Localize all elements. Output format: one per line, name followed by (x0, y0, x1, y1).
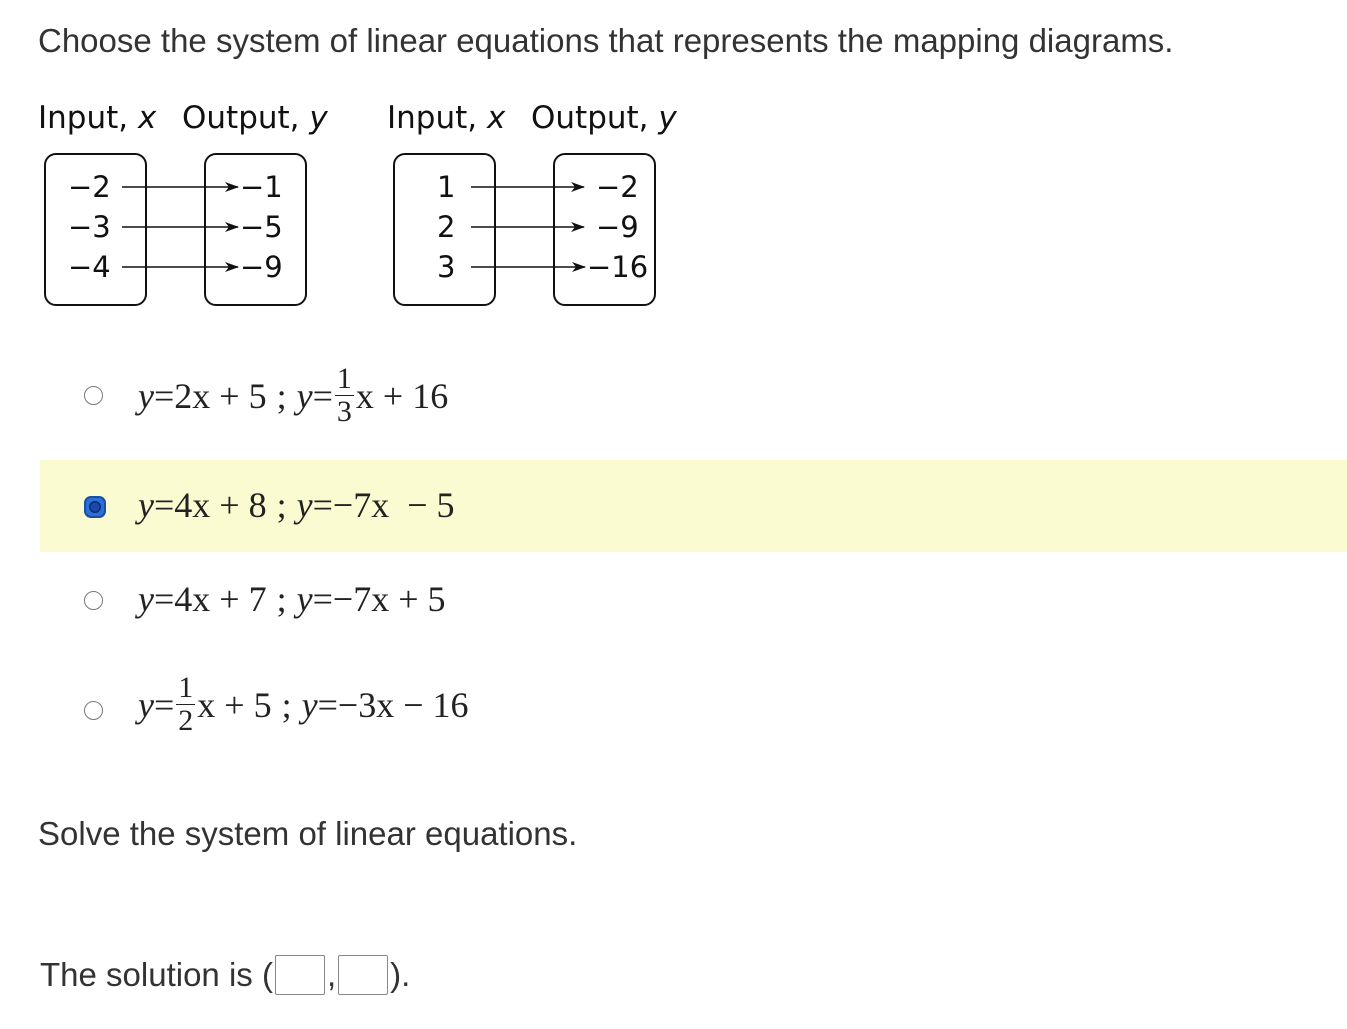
diagram-2-input-value: 2 (437, 210, 456, 244)
solution-y-input[interactable] (338, 955, 388, 995)
output-header-var: y (658, 100, 677, 136)
solution-line (40, 955, 410, 995)
eq-rhs: −7x + 5 (332, 579, 446, 619)
eq-sign: = (153, 375, 175, 416)
eq-fraction (335, 364, 354, 427)
input-header-label: Input, (38, 100, 129, 136)
output-header-var: y (309, 100, 328, 136)
input-header-label: Input, (387, 100, 478, 136)
eq-sign: = (153, 684, 175, 725)
fraction-numerator: 1 (336, 362, 352, 395)
eq-separator: ; (281, 684, 292, 725)
eq-rhs: −3x − 16 (337, 684, 469, 725)
choice-1-radio[interactable] (84, 386, 103, 405)
eq-sign: = (312, 375, 333, 416)
input-header-var: x (137, 100, 157, 136)
diagram-1-input-header (38, 100, 156, 136)
diagram-1-output-value: −1 (240, 170, 283, 204)
choice-2-equation (138, 484, 455, 526)
eq-rhs: x + 16 (355, 375, 449, 416)
choice-2[interactable] (40, 460, 1347, 552)
eq-sign: = (153, 579, 175, 619)
eq-sign: = (317, 684, 338, 725)
diagram-2-input-header (387, 100, 505, 136)
solve-prompt: Solve the system of linear equations. (38, 815, 578, 852)
choice-3-equation (138, 578, 446, 620)
eq-fraction (176, 673, 195, 736)
eq-var: y (138, 684, 154, 725)
diagram-2-output-header (531, 100, 677, 136)
diagram-1-output-header (182, 100, 328, 136)
diagram-1-input-value: −4 (68, 250, 111, 284)
diagram-1-output-value: −9 (240, 250, 283, 284)
choice-2-radio[interactable] (84, 496, 106, 518)
fraction-denominator: 3 (336, 395, 352, 428)
eq-var: y (301, 684, 318, 725)
diagram-1-input-value: −2 (68, 170, 111, 204)
eq-rhs: 4x + 7 (174, 579, 267, 619)
solution-comma: , (326, 956, 337, 993)
eq-rhs: −7x − 5 (332, 485, 455, 525)
diagram-2-output-value: −9 (596, 210, 639, 244)
eq-separator: ; (276, 485, 287, 525)
eq-var: y (138, 375, 154, 416)
eq-var: y (138, 579, 154, 619)
fraction-numerator: 1 (178, 671, 194, 704)
choice-1[interactable] (40, 346, 1347, 438)
choice-4-equation (138, 673, 469, 736)
choice-1-equation (138, 364, 448, 427)
choice-4-radio[interactable] (84, 701, 103, 720)
diagram-2-output-value: −2 (596, 170, 639, 204)
question-text: Choose the system of linear equations that represents the mapping diagrams. (38, 22, 1174, 59)
output-header-label: Output, (182, 100, 300, 136)
input-header-var: x (486, 100, 506, 136)
eq-sign: = (312, 579, 333, 619)
eq-var: y (296, 375, 313, 416)
choice-4[interactable] (40, 660, 1347, 760)
eq-var: y (296, 579, 313, 619)
solution-x-input[interactable] (275, 955, 325, 995)
eq-separator: ; (276, 579, 287, 619)
eq-rhs: 4x + 8 (174, 485, 267, 525)
diagram-2-input-value: 3 (437, 250, 456, 284)
eq-rhs: 2x + 5 (174, 375, 267, 416)
eq-sign: = (312, 485, 333, 525)
output-header-label: Output, (531, 100, 649, 136)
eq-rhs: x + 5 (197, 684, 272, 725)
eq-sign: = (153, 485, 175, 525)
solution-suffix: ). (390, 956, 411, 993)
fraction-denominator: 2 (178, 704, 194, 737)
eq-separator: ; (276, 375, 287, 416)
diagram-1-output-value: −5 (240, 210, 283, 244)
choice-3[interactable] (40, 560, 1347, 646)
eq-var: y (138, 485, 154, 525)
eq-var: y (296, 485, 313, 525)
diagram-1-input-value: −3 (68, 210, 111, 244)
choice-3-radio[interactable] (84, 591, 103, 610)
diagram-2-input-value: 1 (437, 170, 456, 204)
solution-prefix: The solution is ( (40, 956, 273, 993)
diagram-2-output-value: −16 (587, 250, 649, 284)
